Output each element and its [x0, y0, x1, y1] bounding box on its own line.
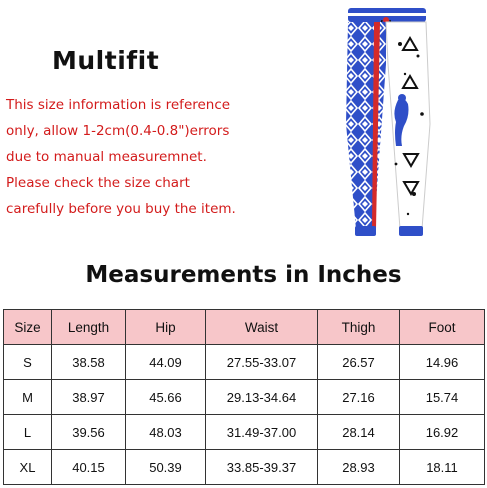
notice-line: Please check the size chart: [6, 175, 190, 191]
notice-line: carefully before you buy the item.: [6, 201, 236, 217]
size-notice: [6, 92, 306, 222]
column-header: Waist: [206, 310, 318, 345]
notice-line: only, allow 1-2cm(0.4-0.8")errors: [6, 123, 230, 139]
table-cell: 44.09: [126, 345, 206, 380]
table-cell: 18.11: [400, 450, 485, 485]
jogger-pants-illustration: [330, 4, 442, 240]
table-cell: 15.74: [400, 380, 485, 415]
table-row: [4, 415, 485, 450]
brand-name: Multifit: [52, 46, 160, 75]
left-leg: [346, 22, 386, 229]
table-cell: 38.58: [52, 345, 126, 380]
table-cell: 28.93: [318, 450, 400, 485]
table-cell: 14.96: [400, 345, 485, 380]
table-row: [4, 380, 485, 415]
column-header: Size: [4, 310, 52, 345]
table-cell: 27.55-33.07: [206, 345, 318, 380]
table-header-row: [4, 310, 485, 345]
table-row: [4, 345, 485, 380]
table-cell: 31.49-37.00: [206, 415, 318, 450]
column-header: Length: [52, 310, 126, 345]
table-cell: 45.66: [126, 380, 206, 415]
table-row: [4, 450, 485, 485]
table-cell: 27.16: [318, 380, 400, 415]
table-cell: 39.56: [52, 415, 126, 450]
table-cell: XL: [4, 450, 52, 485]
table-cell: 29.13-34.64: [206, 380, 318, 415]
table-cell: 50.39: [126, 450, 206, 485]
table-cell: L: [4, 415, 52, 450]
table-cell: S: [4, 345, 52, 380]
column-header: Thigh: [318, 310, 400, 345]
table-cell: 38.97: [52, 380, 126, 415]
size-chart-table: [3, 309, 485, 485]
column-header: Hip: [126, 310, 206, 345]
right-leg: [386, 22, 430, 229]
notice-line: This size information is reference: [6, 97, 231, 113]
table-cell: 28.14: [318, 415, 400, 450]
notice-line: due to manual measuremnet.: [6, 149, 207, 165]
table-cell: 48.03: [126, 415, 206, 450]
table-cell: M: [4, 380, 52, 415]
table-cell: 16.92: [400, 415, 485, 450]
table-cell: 26.57: [318, 345, 400, 380]
table-cell: 40.15: [52, 450, 126, 485]
column-header: Foot: [400, 310, 485, 345]
table-cell: 33.85-39.37: [206, 450, 318, 485]
measurements-heading: Measurements in Inches: [85, 262, 402, 288]
